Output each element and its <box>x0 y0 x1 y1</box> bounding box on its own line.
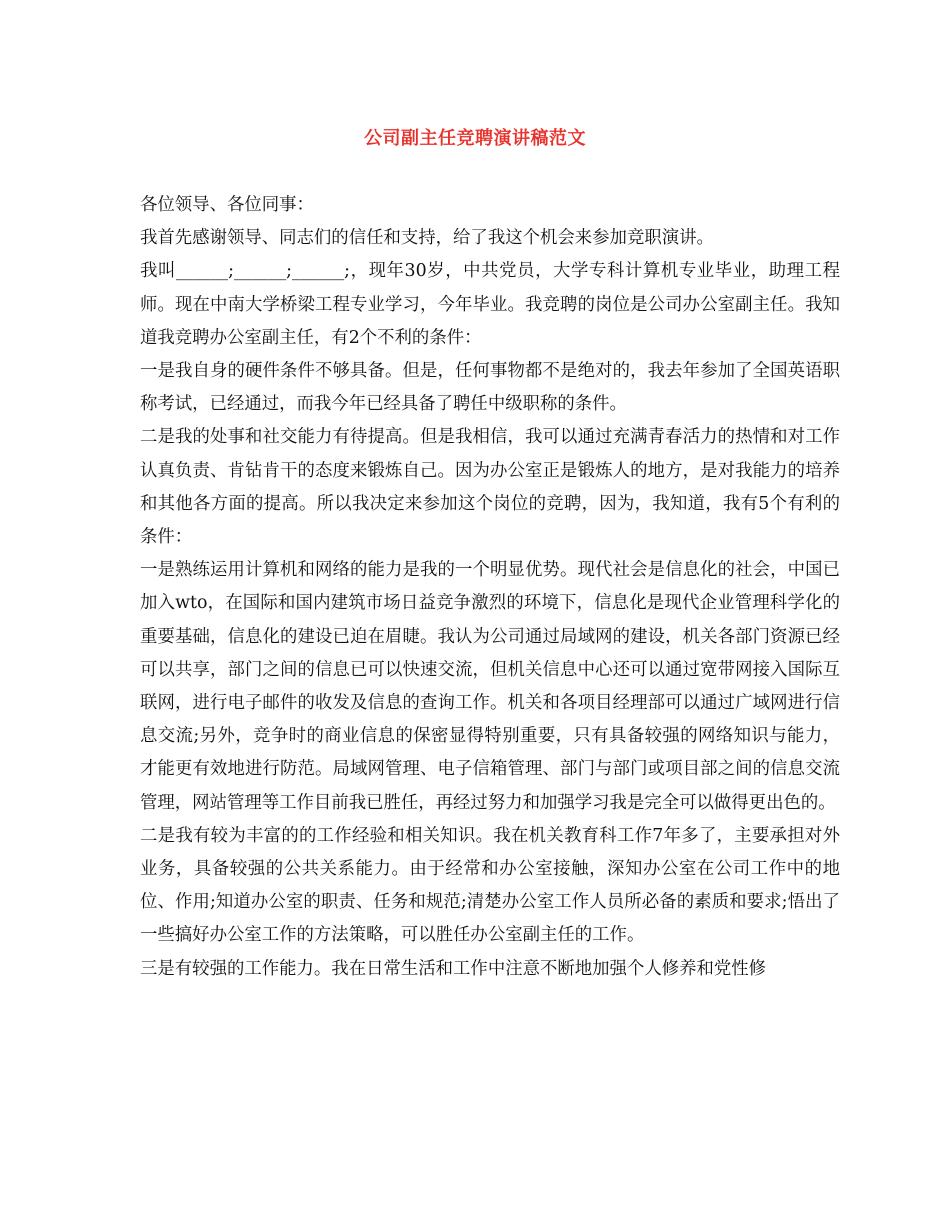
paragraph-advantage-3: 三是有较强的工作能力。我在日常生活和工作中注意不断地加强个人修养和党性修 <box>140 958 767 979</box>
paragraph-disadvantage-2: 二是我的处事和社交能力有待提高。但是我相信，我可以通过充满青春活力的热情和对工作认真负责、肯钻肯干的态度来锻炼自己。因为办公室正是锻炼人的地方，是对我能力的培养和其他各方面的提高。所以我决定来参加这个岗位的竞聘，因为，我知道，我有5个有利的条件： <box>140 427 840 548</box>
document-title: 公司副主任竞聘演讲稿范文 <box>364 128 586 149</box>
paragraph-advantage-2: 二是我有较为丰富的的工作经验和相关知识。我在机关教育科工作7年多了，主要承担对外业务，具备较强的公共关系能力。由于经常和办公室接触，深知办公室在公司工作中的地位、作用;知道办公室的职责、任务和规范;清楚办公室工作人员所必备的素质和要求;悟出了一些搞好办公室工作的方法策略，可以胜任办公室副主任的工作。 <box>140 825 840 946</box>
paragraph-salutation: 各位领导、各位同事： <box>140 195 314 215</box>
paragraph-advantage-1: 一是熟练运用计算机和网络的能力是我的一个明显优势。现代社会是信息化的社会，中国已加入wto，在国际和国内建筑市场日益竞争激烈的环境下，信息化是现代企业管理科学化的重要基础，信息化的建设已迫在眉睫。我认为公司通过局域网的建设，机关各部门资源已经可以共享，部门之间的信息已可以快速交流，但机关信息中心还可以通过宽带网接入国际互联网，进行电子邮件的收发及信息的查询工作。机关和各项目经理部可以通过广域网进行信息交流;另外，竞争时的商业信息的保密显得特别重要，只有具备较强的网络知识与能力，才能更有效地进行防范。局域网管理、电子信箱管理、部门与部门或项目部之间的信息交流管理，网站管理等工作目前我已胜任，再经过努力和加强学习我是完全可以做得更出色的。 <box>140 560 840 813</box>
document-body <box>140 189 840 986</box>
paragraph-disadvantage-1: 一是我自身的硬件条件不够具备。但是，任何事物都不是绝对的，我去年参加了全国英语职称考试，已经通过，而我今年已经具备了聘任中级职称的条件。 <box>140 361 840 415</box>
paragraph-thanks: 我首先感谢领导、同志们的信任和支持，给了我这个机会来参加竞职演讲。 <box>140 228 714 249</box>
paragraph-introduction: 我叫______;______;______;，现年30岁，中共党员，大学专科计算机专业毕业，助理工程师。现在中南大学桥梁工程专业学习，今年毕业。我竞聘的岗位是公司办公室副主任。我知道我竞聘办公室副主任，有2个不利的条件： <box>140 261 840 348</box>
